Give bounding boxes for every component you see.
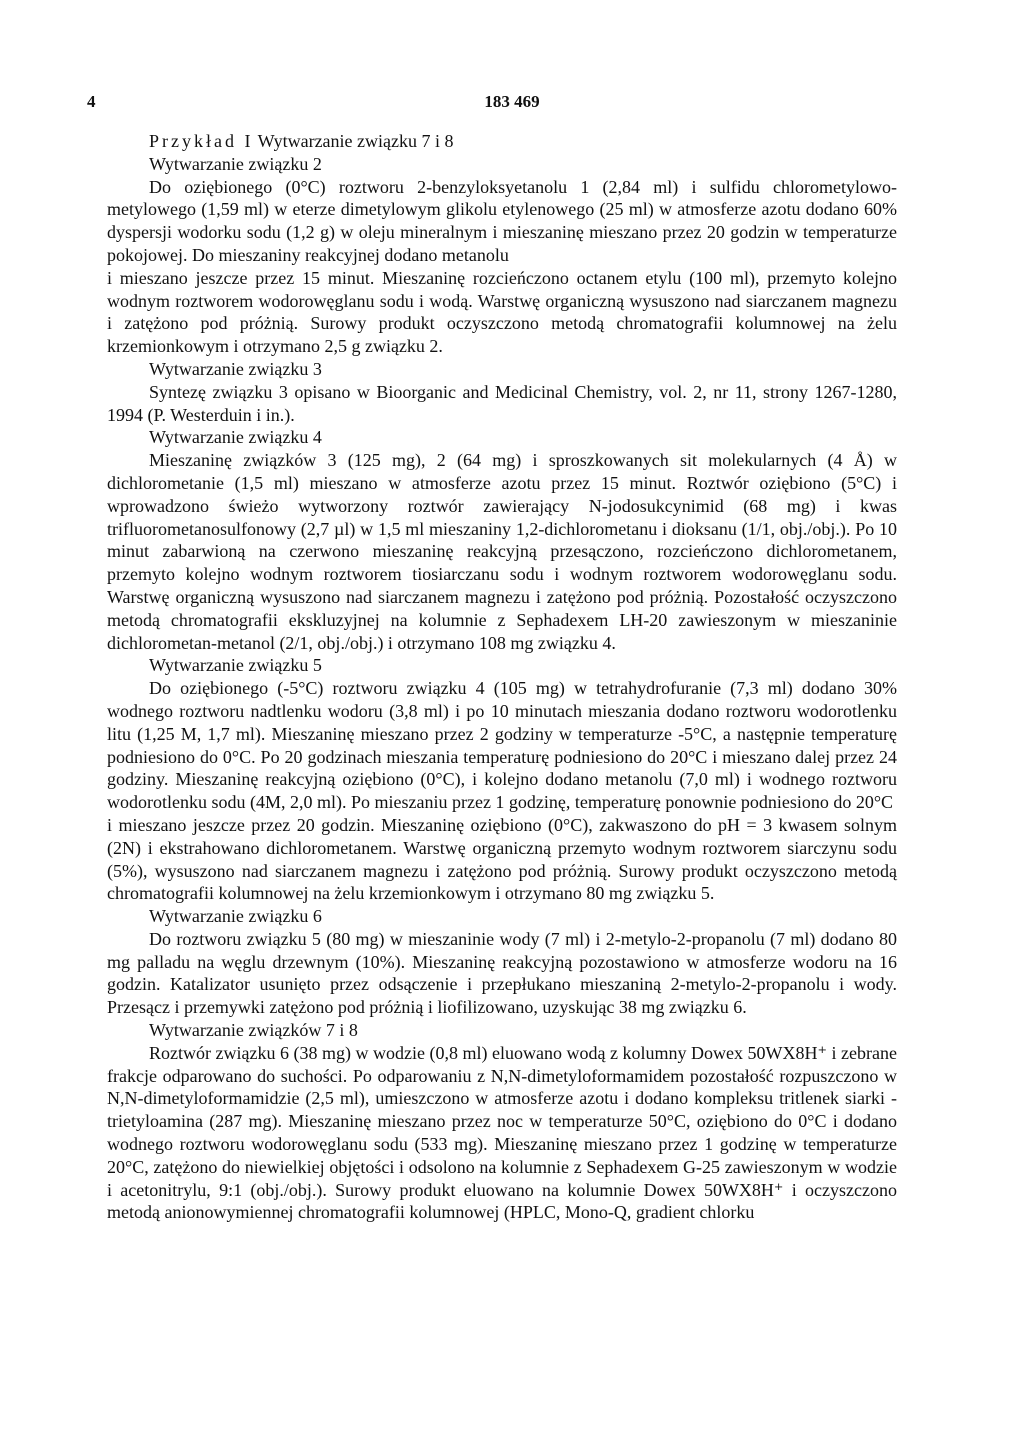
example-title: Wytwarzanie związku 7 i 8 bbox=[257, 131, 454, 151]
paragraph: i mieszano jeszcze przez 15 minut. Mieszaninę rozcieńczono octanem etylu (100 ml), przemyto kolejno wodnym roztworem wodorowęglanu sodu i wodą. Warstwę organiczną wysuszono nad siarczanem magnezu i zatężono pod próżnią. Surowy produkt oczyszczono metodą chromatografii kolumnowej na żelu krzemionkowym i otrzymano 2,5 g związku 2. bbox=[107, 267, 897, 357]
section-heading: Wytwarzanie związku 6 bbox=[149, 906, 322, 927]
section-heading: Wytwarzanie związku 2 bbox=[149, 153, 322, 174]
paragraph: Roztwór związku 6 (38 mg) w wodzie (0,8 ml) eluowano wodą z kolumny Dowex 50WX8H⁺ i zebrane frakcje odparowano do suchości. Po odparowaniu z N,N-dimetyloformamidem pozostałość rozpuszczono w N,N-dimetyloformamidzie (2,5 ml), umieszczono w atmosferze azotu i dodano kompleksu tritlenek siarki - trietyloamina (287 mg). Mieszaninę mieszano przez noc w temperaturze 50°C, oziębiono do 0°C i dodano wodnego roztworu wodorowęglanu sodu (533 mg). Mieszaninę mieszano przez 1 godzinę w temperaturze 20°C, zatężono do niewielkiej objętości i odsolono na kolumnie z Sephadexem G-25 zawieszonym w wodzie i acetonitrylu, 9:1 (obj./obj.). Surowy produkt eluowano na kolumnie Dowex 50WX8H⁺ i oczyszczono metodą anionowymiennej chromatografii kolumnowej (HPLC, Mono-Q, gradient chlorku bbox=[107, 1042, 897, 1223]
example-heading bbox=[107, 130, 897, 153]
paragraph: Do roztworu związku 5 (80 mg) w mieszaninie wody (7 ml) i 2-metylo-2-propanolu (7 ml) dodano 80 mg palladu na węglu drzewnym (10%). Mieszaninę reakcyjną pozostawiono w atmosferze wodoru na 16 godzin. Katalizator usunięto przez odsączenie i przepłukano mieszaniną 2-metylo-2-propanolu i wody. Przesącz i przemywki zatężono pod próżnią i liofilizowano, uzyskując 38 mg związku 6. bbox=[107, 928, 897, 1018]
paragraph: Mieszaninę związków 3 (125 mg), 2 (64 mg) i sproszkowanych sit molekularnych (4 Å) w dichlorometanie (1,5 ml) mieszano w atmosferze azotu przez 15 minut. Roztwór oziębiono (5°C) i wprowadzono świeżo wytworzony roztwór zawierający N-jodosukcynimid (68 mg) i kwas trifluorometanosulfonowy (2,7 µl) w 1,5 ml mieszaniny 1,2-dichlorometanu i dioksanu (1/1, obj./obj.). Po 10 minut zabarwioną na czerwono mieszaninę reakcyjną przesączono, rozcieńczono dichlorometanem, przemyto kolejno wodnym roztworem tiosiarczanu sodu i wodnym roztworem wodorowęglanu sodu. Warstwę organiczną wysuszono nad siarczanem magnezu i zatężono pod próżnią. Pozostałość oczyszczono metodą chromatografii ekskluzyjnej na kolumnie z Sephadexem LH-20 zawieszonym w mieszaninie dichlorometan-metanol (2/1, obj./obj.) i otrzymano 108 mg związku 4. bbox=[107, 450, 897, 653]
paragraph: Do oziębionego (-5°C) roztworu związku 4 (105 mg) w tetrahydrofuranie (7,3 ml) dodano 30% wodnego roztworu nadtlenku wodoru (3,8 ml) i po 10 minutach mieszania dodano roztworu wodorotlenku litu (1,25 M, 1,7 ml). Mieszaninę mieszano przez 2 godziny w temperaturze -5°C, a następnie temperaturę podniesiono do 0°C. Po 20 godzinach mieszania temperaturę podniesiono do 20°C i mieszano dalej przez 24 godziny. Mieszaninę reakcyjną oziębiono (0°C), i kolejno dodano metanolu (7,0 ml) i wodnego roztworu wodorotlenku sodu (4M, 2,0 ml). Po mieszaniu przez 1 godzinę, temperaturę ponownie podniesiono do 20°C bbox=[107, 678, 897, 813]
paragraph: Do oziębionego (0°C) roztworu 2-benzyloksyetanolu 1 (2,84 ml) i sulfidu chlorometylowo-metylowego (1,59 ml) w eterze dimetylowym glikolu etylenowego (25 ml) w atmosferze azotu dodano 60% dyspersji wodorku sodu (1,2 g) w oleju mineralnym i mieszaninę mieszano przez 20 godzin w temperaturze pokojowej. Do mieszaniny reakcyjnej dodano metanolu bbox=[107, 176, 897, 265]
page-number: 4 bbox=[87, 92, 96, 111]
section-heading: Wytwarzanie związków 7 i 8 bbox=[149, 1020, 358, 1041]
example-label: Przykład I bbox=[149, 131, 254, 151]
document-number: 183 469 bbox=[484, 92, 540, 111]
section-heading: Wytwarzanie związku 5 bbox=[149, 655, 322, 676]
section-heading: Wytwarzanie związku 4 bbox=[149, 427, 322, 448]
section-heading: Wytwarzanie związku 3 bbox=[149, 358, 322, 379]
document-body bbox=[107, 130, 897, 1224]
paragraph: i mieszano jeszcze przez 20 godzin. Mieszaninę oziębiono (0°C), zakwaszono do pH = 3 kwasem solnym (2N) i ekstrahowano dichlorometanem. Warstwę organiczną przemyto wodnym roztworem siarczynu sodu (5%), wysuszono nad siarczanem magnezu i zatężono pod próżnią. Surowy produkt oczyszczono metodą chromatografii kolumnowej na żelu krzemionkowym i otrzymano 80 mg związku 5. bbox=[107, 814, 897, 904]
paragraph: Syntezę związku 3 opisano w Bioorganic and Medicinal Chemistry, vol. 2, nr 11, strony 1267-1280, 1994 (P. Westerduin i in.). bbox=[107, 381, 897, 425]
